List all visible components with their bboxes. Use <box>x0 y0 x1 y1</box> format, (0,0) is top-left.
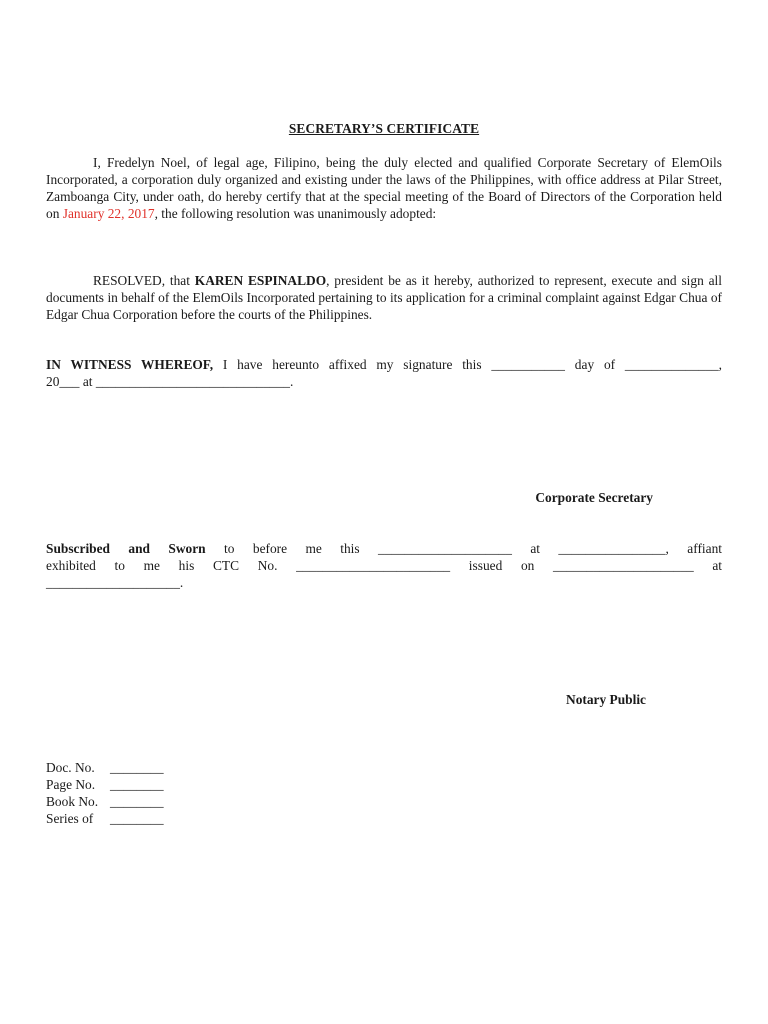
jurat-line-2: exhibited to me his CTC No. _______________________ issued on _____________________ at <box>46 558 722 573</box>
notarial-registry <box>46 759 164 827</box>
registry-row-book <box>46 793 164 810</box>
corporate-secretary-label: Corporate Secretary <box>535 490 653 505</box>
registry-row-series <box>46 810 164 827</box>
certification-text-end: , the following resolution was unanimously adopted: <box>154 206 437 221</box>
jurat-line-1 <box>46 540 722 557</box>
registry-row-page <box>46 776 164 793</box>
registry-blank: ________ <box>110 794 164 809</box>
resolution-paragraph <box>46 272 722 323</box>
jurat-text-1: to before me this ____________________ at ________________, affiant <box>205 541 722 556</box>
certification-paragraph <box>46 154 722 222</box>
registry-blank: ________ <box>110 811 164 826</box>
registry-blank: ________ <box>110 760 164 775</box>
certification-text: I, Fredelyn Noel, of legal age, Filipino, being the duly elected and qualified Corporate Secretary of ElemOils Incorporated, a corporation duly organized and existing under the laws of the Philippines, with office address at Pilar Street, Zamboanga City, under oath, do hereby certify that at the special meeting of the Board of Directors of the Corporation held on <box>46 155 722 221</box>
witness-line-1 <box>46 356 722 373</box>
registry-label: Page No. <box>46 777 96 792</box>
registry-label: Doc. No. <box>46 760 95 775</box>
jurat-line-3: ____________________. <box>46 575 184 590</box>
registry-label: Series of <box>46 811 94 826</box>
witness-paragraph <box>46 356 722 390</box>
registry-label: Book No. <box>46 794 99 809</box>
jurat-lead: Subscribed and Sworn <box>46 541 206 556</box>
registry-blank: ________ <box>110 777 164 792</box>
notary-public-label: Notary Public <box>566 692 646 707</box>
jurat-paragraph <box>46 540 722 591</box>
resolution-text: RESOLVED, that <box>93 273 195 288</box>
document-title: SECRETARY’S CERTIFICATE <box>288 121 480 136</box>
authorized-person-name: KAREN ESPINALDO <box>194 273 327 288</box>
witness-text-1: I have hereunto affixed my signature this ___________ day of ______________, <box>213 357 722 372</box>
registry-row-doc <box>46 759 164 776</box>
resolution-text-end: , president be as it hereby, authorized to represent, execute and sign all documents in behalf of the ElemOils Incorporated pertaining to its application for a criminal complaint against Edgar Chua of Edgar Chua Corporation before the courts of the Philippines. <box>46 273 722 322</box>
witness-line-2: 20___ at _____________________________. <box>46 374 294 389</box>
meeting-date: January 22, 2017 <box>62 206 155 221</box>
witness-lead: IN WITNESS WHEREOF, <box>46 357 214 372</box>
